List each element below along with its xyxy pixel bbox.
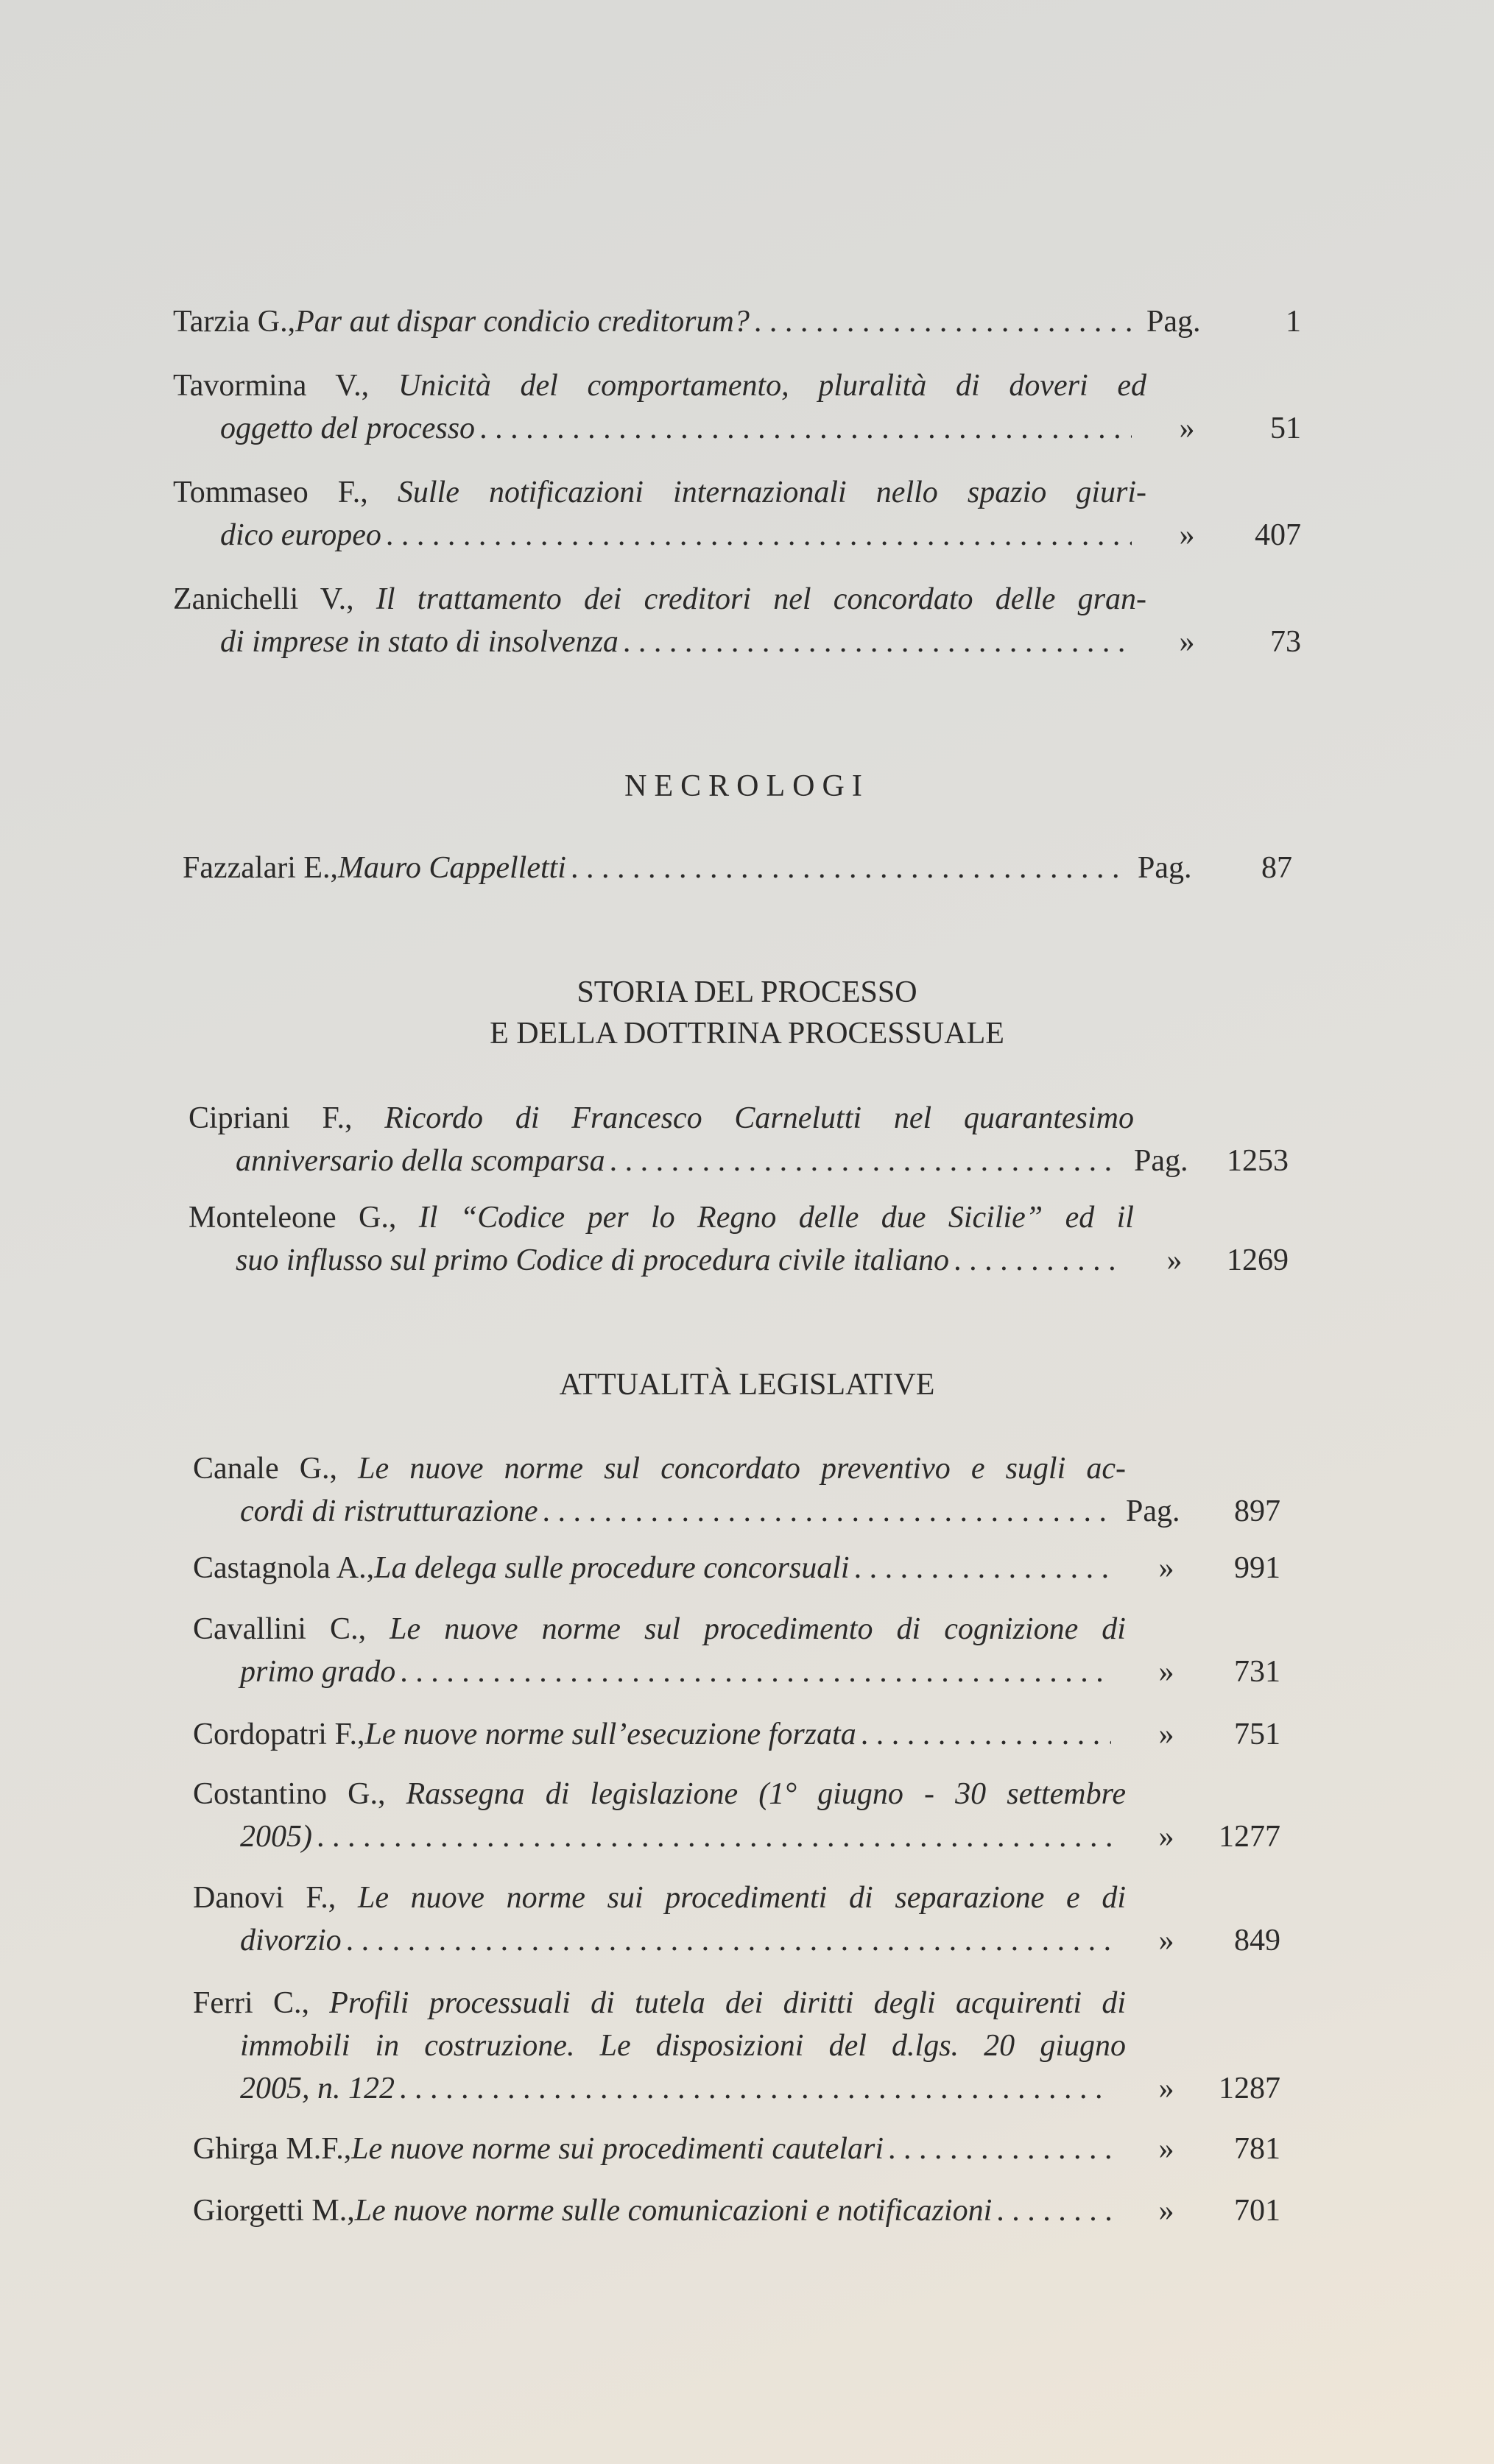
page-label: » (1179, 518, 1195, 552)
dot-leader (854, 1547, 1111, 1589)
entry-line (193, 2189, 1280, 2232)
entry-line (193, 1651, 1280, 1693)
entry-line (173, 621, 1301, 663)
dot-leader (317, 1815, 1111, 1858)
entry-line (193, 2024, 1126, 2067)
entry-line (193, 1547, 1280, 1589)
dot-leader (754, 300, 1132, 343)
entry-title: anniversario della scomparsa (236, 1144, 605, 1178)
entry-title: Ricordo di Francesco Carnelutti nel quarantesimo (384, 1101, 1134, 1135)
entry-author: Tavormina V., (173, 369, 398, 403)
toc-entry[interactable] (193, 1447, 1280, 1533)
toc-entry[interactable] (193, 1773, 1280, 1858)
dot-leader (623, 621, 1132, 663)
entry-line (193, 1713, 1280, 1756)
entry-author: Zanichelli V., (173, 582, 376, 616)
toc-entry[interactable] (193, 2189, 1280, 2232)
page-label: » (1179, 625, 1195, 659)
page-label: » (1158, 1551, 1174, 1585)
entry-line (193, 2067, 1280, 2110)
entry-title: Le nuove norme sul concordato preventivo e sugli ac- (358, 1452, 1126, 1486)
dot-leader (954, 1239, 1119, 1282)
page-label: » (1158, 1655, 1174, 1689)
page-label: » (1158, 2072, 1174, 2105)
dot-leader (346, 1919, 1111, 1962)
entry-title: Le nuove norme sui procedimenti cautelari (351, 2132, 884, 2166)
page-number: 1287 (1219, 2072, 1280, 2105)
page-number: 731 (1234, 1655, 1280, 1689)
toc-entry[interactable] (173, 300, 1301, 343)
dot-leader (888, 2128, 1111, 2170)
page-number: 701 (1234, 2194, 1280, 2228)
toc-entry[interactable] (173, 578, 1301, 663)
page-number: 751 (1234, 1718, 1280, 1751)
page-label: » (1166, 1243, 1183, 1277)
entry-line (188, 1196, 1134, 1239)
toc-entry[interactable] (193, 1547, 1280, 1589)
entry-line (173, 407, 1301, 450)
entry-line (193, 1447, 1126, 1490)
entry-title: 2005, n. 122 (240, 2072, 395, 2105)
section-heading: ATTUALITÀ LEGISLATIVE (559, 1368, 935, 1402)
page-number: 849 (1234, 1924, 1280, 1958)
page-label: Pag. (1134, 1144, 1188, 1178)
entry-title: Par aut dispar condicio creditorum? (295, 305, 750, 339)
entry-author: Monteleone G., (188, 1201, 419, 1235)
entry-line (193, 1773, 1126, 1815)
dot-leader (861, 1713, 1111, 1756)
dot-leader (571, 847, 1123, 889)
entry-line (188, 1140, 1289, 1182)
toc-entry[interactable] (173, 364, 1301, 450)
page-number: 1 (1286, 305, 1301, 339)
page-label: Pag. (1126, 1494, 1180, 1528)
dot-leader (610, 1140, 1119, 1182)
page-label: » (1158, 2132, 1174, 2166)
entry-title: cordi di ristrutturazione (240, 1494, 538, 1528)
entry-title: Sulle notificazioni internazionali nello spazio giuri- (397, 476, 1146, 509)
toc-entry[interactable] (193, 1713, 1280, 1756)
entry-author: Cordopatri F., (193, 1718, 365, 1751)
page-label: » (1179, 412, 1195, 445)
entry-line (193, 2128, 1280, 2170)
page-label: » (1158, 1924, 1174, 1958)
entry-line (173, 300, 1301, 343)
entry-title: Le nuove norme sulle comunicazioni e notificazioni (354, 2194, 993, 2228)
toc-entry[interactable] (193, 2128, 1280, 2170)
entry-author: Tommaseo F., (173, 476, 398, 509)
entry-line (193, 1982, 1126, 2024)
toc-entry[interactable] (193, 1982, 1280, 2110)
entry-line (188, 1097, 1134, 1140)
entry-title: Il “Codice per lo Regno delle due Sicilie” ed il (418, 1201, 1134, 1235)
entry-author: Cipriani F., (188, 1101, 385, 1135)
toc-entry[interactable] (188, 1097, 1289, 1182)
entry-line (193, 1877, 1126, 1919)
entry-title: Rassegna di legislazione (1° giugno - 30 settembre (406, 1777, 1126, 1811)
page-label: » (1158, 1718, 1174, 1751)
entry-author: Ferri C., (193, 1986, 330, 2020)
entry-author: Danovi F., (193, 1881, 358, 1915)
page-number: 407 (1255, 518, 1301, 552)
entry-author: Fazzalari E., (183, 851, 339, 885)
section-heading: NECROLOGI (624, 769, 870, 803)
entry-title: Profili processuali di tutela dei diritti degli acquirenti di (329, 1986, 1126, 2020)
page-number: 897 (1234, 1494, 1280, 1528)
toc-entry[interactable] (193, 1608, 1280, 1693)
entry-line (173, 471, 1146, 514)
entry-line (193, 1815, 1280, 1858)
page-number: 73 (1270, 625, 1301, 659)
entry-line (188, 1239, 1289, 1282)
toc-entry[interactable] (183, 847, 1292, 889)
page-label: » (1158, 2194, 1174, 2228)
entry-line (183, 847, 1292, 889)
entry-title: divorzio (240, 1924, 342, 1958)
entry-title: dico europeo (220, 518, 381, 552)
entry-title: primo grado (240, 1655, 396, 1689)
entry-author: Giorgetti M., (193, 2194, 355, 2228)
entry-line (193, 1919, 1280, 1962)
entry-title: Le nuove norme sull’esecuzione forzata (364, 1718, 856, 1751)
dot-leader (996, 2189, 1111, 2232)
entry-author: Ghirga M.F., (193, 2132, 352, 2166)
entry-title: Unicità del comportamento, pluralità di doveri ed (398, 369, 1146, 403)
entry-line (173, 364, 1146, 407)
page-number: 991 (1234, 1551, 1280, 1585)
entry-author: Canale G., (193, 1452, 359, 1486)
page-number: 1277 (1219, 1820, 1280, 1854)
entry-author: Cavallini C., (193, 1612, 390, 1646)
entry-title: Le nuove norme sui procedimenti di separazione e di (357, 1881, 1126, 1915)
entry-line (193, 1608, 1126, 1651)
entry-title: Le nuove norme sul procedimento di cognizione di (390, 1612, 1126, 1646)
entry-author: Tarzia G., (173, 305, 296, 339)
dot-leader (400, 1651, 1111, 1693)
entry-title: 2005) (240, 1820, 312, 1854)
toc-entry[interactable] (188, 1196, 1289, 1282)
entry-title: oggetto del processo (220, 412, 476, 445)
entry-line (173, 578, 1146, 621)
dot-leader (386, 514, 1132, 557)
dot-leader (479, 407, 1132, 450)
entry-title: La delega sulle procedure concorsuali (374, 1551, 850, 1585)
entry-title: suo influsso sul primo Codice di procedura civile italiano (236, 1243, 950, 1277)
entry-title: immobili in costruzione. Le disposizioni del d.lgs. 20 giugno (240, 2029, 1126, 2063)
page-label: Pag. (1138, 851, 1192, 885)
entry-title: di imprese in stato di insolvenza (220, 625, 619, 659)
page-number: 1269 (1227, 1243, 1289, 1277)
entry-title: Il trattamento dei creditori nel concordato delle gran- (376, 582, 1146, 616)
section-heading: E DELLA DOTTRINA PROCESSUALE (490, 1017, 1004, 1051)
page-number: 51 (1270, 412, 1301, 445)
page-label: » (1158, 1820, 1174, 1854)
page-number: 87 (1261, 851, 1292, 885)
page-number: 781 (1234, 2132, 1280, 2166)
dot-leader (542, 1490, 1111, 1533)
toc-entry[interactable] (193, 1877, 1280, 1962)
entry-author: Costantino G., (193, 1777, 406, 1811)
section-heading: STORIA DEL PROCESSO (577, 975, 917, 1009)
page-label: Pag. (1146, 305, 1201, 339)
entry-title: Mauro Cappelletti (338, 851, 566, 885)
toc-entry[interactable] (173, 471, 1301, 557)
page-number: 1253 (1227, 1144, 1289, 1178)
dot-leader (399, 2067, 1111, 2110)
entry-line (173, 514, 1301, 557)
entry-author: Castagnola A., (193, 1551, 375, 1585)
entry-line (193, 1490, 1280, 1533)
